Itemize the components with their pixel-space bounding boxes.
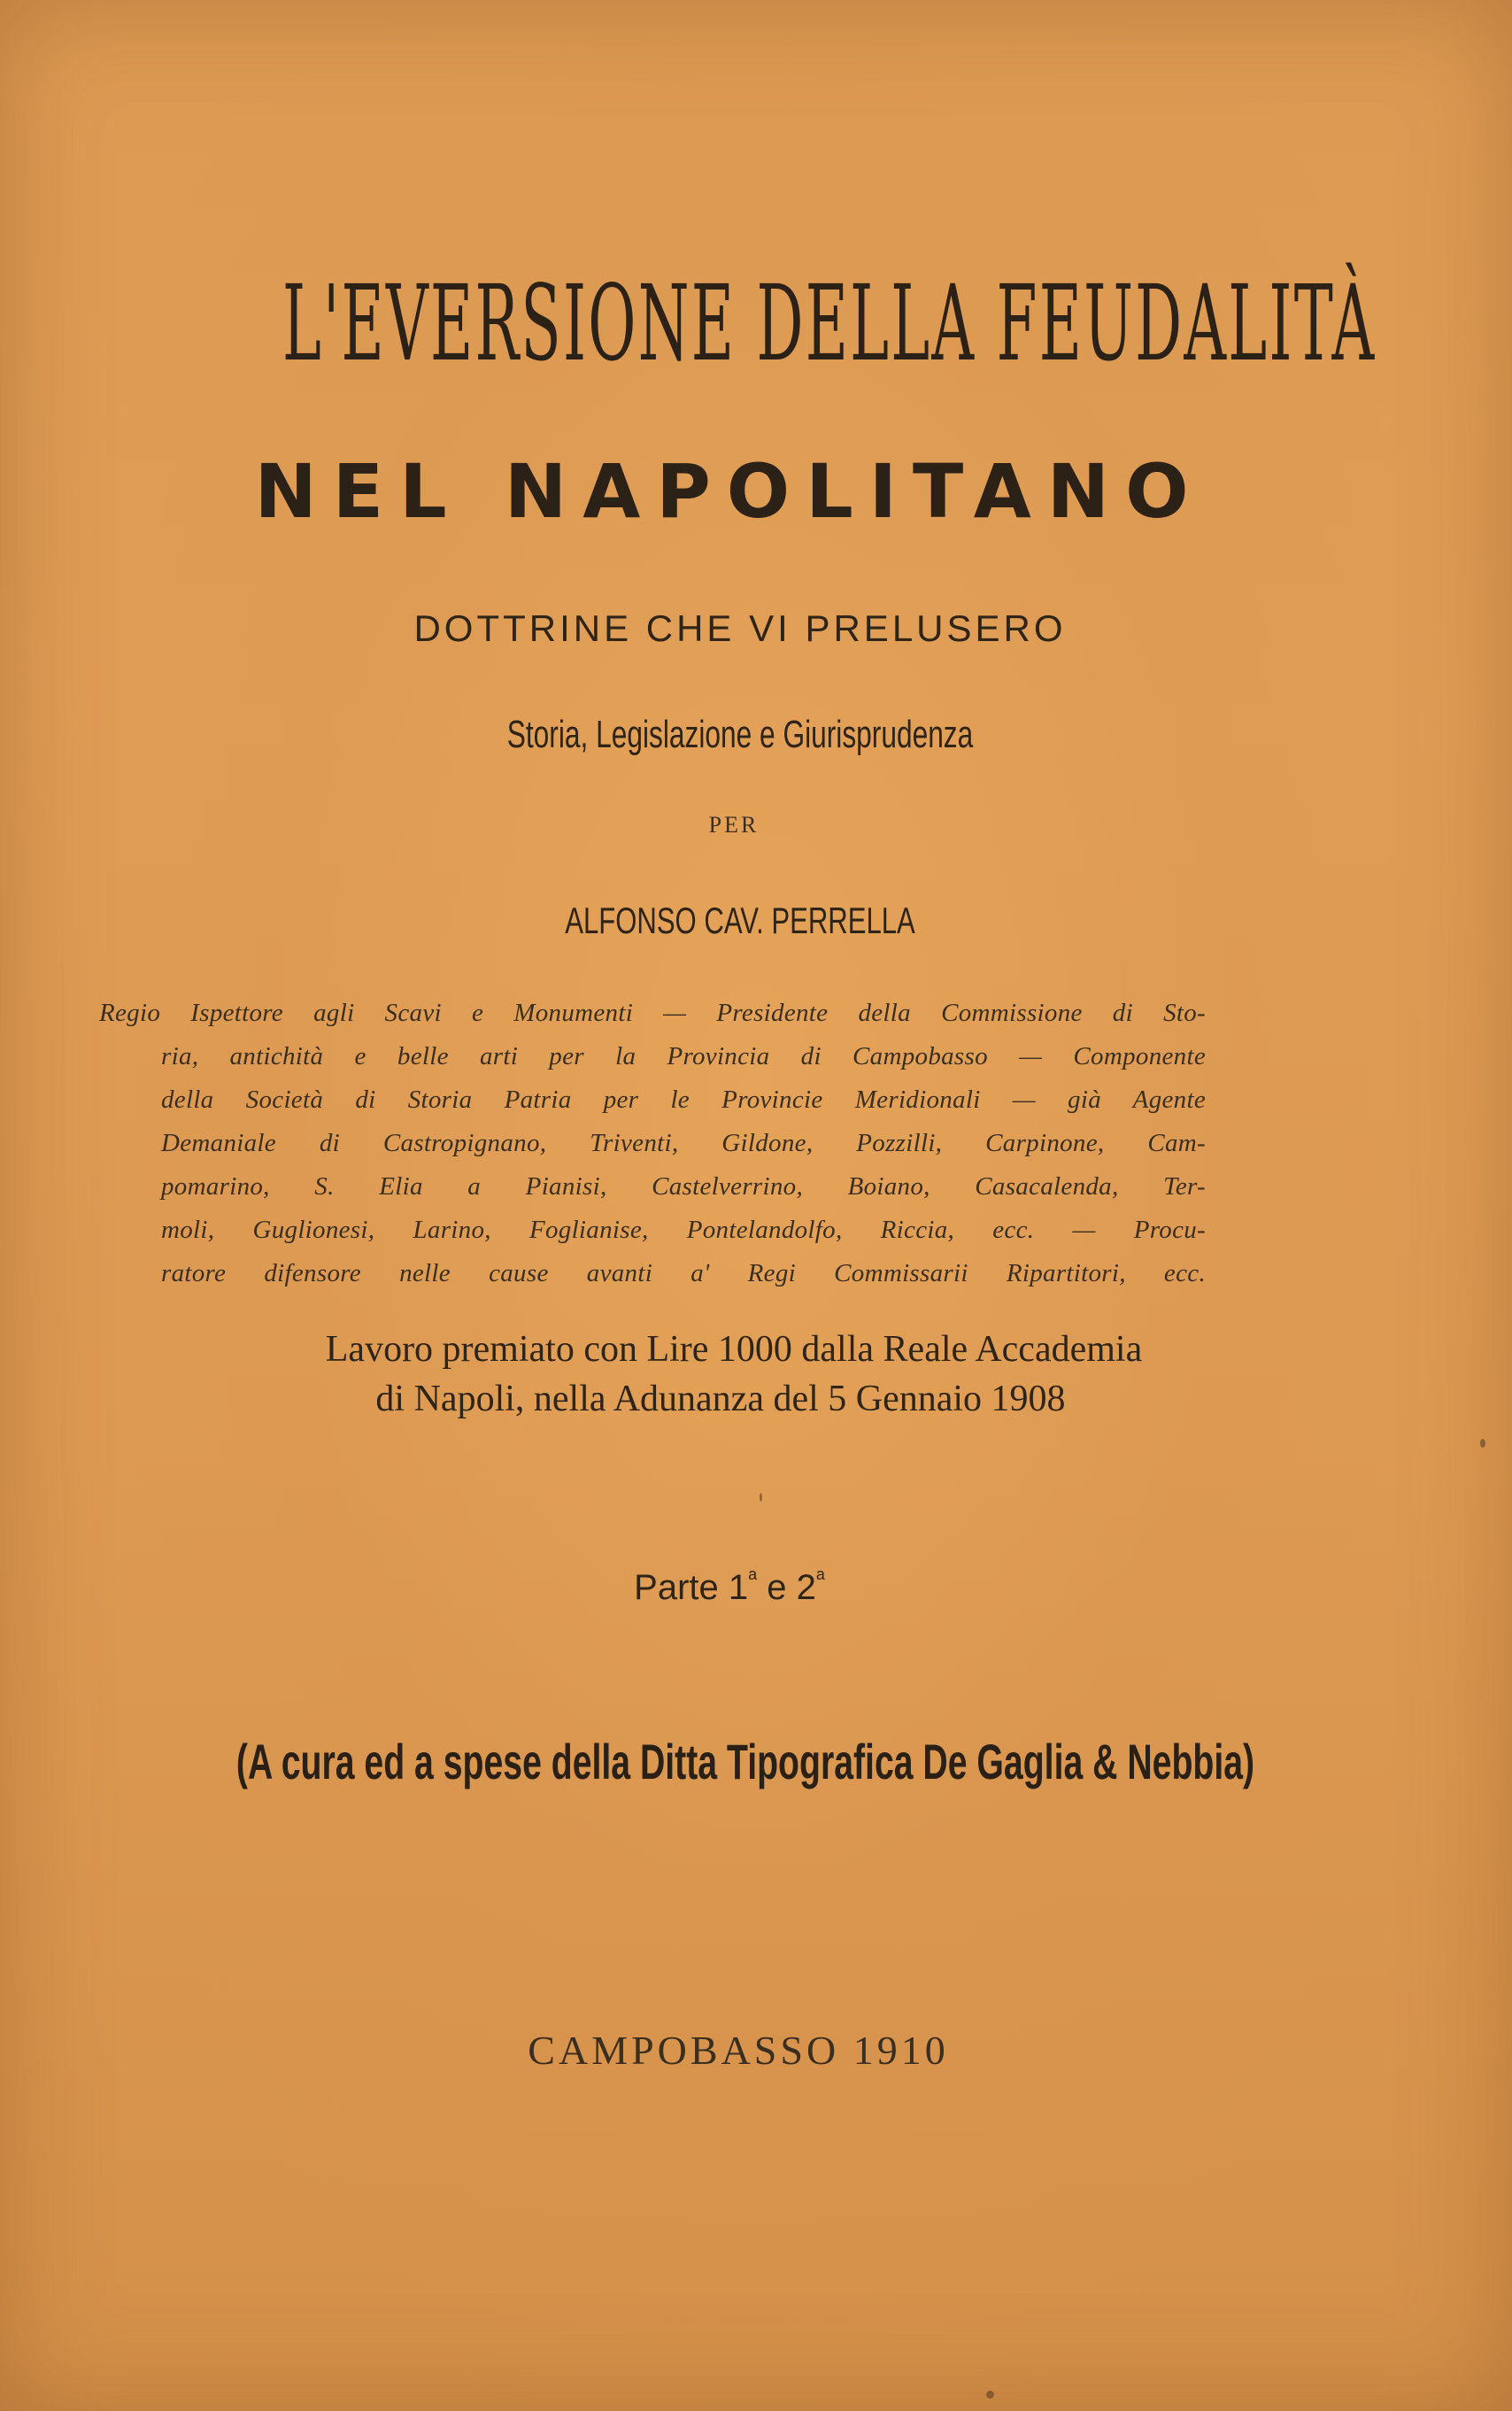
author-bio-line: ria, antichità e belle arti per la Provincia di Campobasso — Componente [161, 1042, 1206, 1070]
publisher-note: (A cura ed a spese della Ditta Tipografica De Gaglia & Nebbia) [235, 1734, 1255, 1789]
award-line1: Lavoro premiato con Lire 1000 dalla Reale Accademia [325, 1329, 1143, 1370]
paper-speck [1480, 1439, 1485, 1448]
by-label: PER [708, 812, 760, 838]
main-title-line2: NEL NAPOLITANO [254, 448, 1205, 535]
author-bio-line: Demaniale di Castropignano, Triventi, Gildone, Pozzilli, Carpinone, Cam- [161, 1129, 1206, 1157]
main-title-line1: L'EVERSIONE DELLA FEUDALITÀ [282, 262, 1377, 384]
paper-speck [760, 1493, 762, 1502]
subtitle-line2: Storia, Legislazione e Giurisprudenza [506, 713, 974, 756]
author-bio-line: della Società di Storia Patria per le Provincie Meridionali — già Agente [161, 1086, 1206, 1114]
author-bio-line: ratore difensore nelle cause avanti a' Regi Commissarii Ripartitori, ecc. [161, 1259, 1206, 1287]
author-name: ALFONSO CAV. PERRELLA [565, 900, 915, 941]
author-bio-line: pomarino, S. Elia a Pianisi, Castelverrino, Boiano, Casacalenda, Ter- [161, 1172, 1206, 1201]
parts-label: Parte 1$^a$ e 2$^a$ [634, 1565, 825, 1607]
award-line2: di Napoli, nella Adunanza del 5 Gennaio 1908 [375, 1379, 1066, 1419]
author-bio-line: Regio Ispettore agli Scavi e Monumenti — Presidente della Commissione di Sto- [99, 999, 1206, 1027]
paper-speck [986, 2391, 994, 2399]
author-bio [99, 992, 1206, 1295]
subtitle-line1: DOTTRINE CHE VI PRELUSERO [413, 607, 1067, 649]
author-bio-line: moli, Guglionesi, Larino, Foglianise, Pontelandolfo, Riccia, ecc. — Procu- [161, 1216, 1206, 1244]
imprint: CAMPOBASSO 1910 [528, 2028, 949, 2073]
